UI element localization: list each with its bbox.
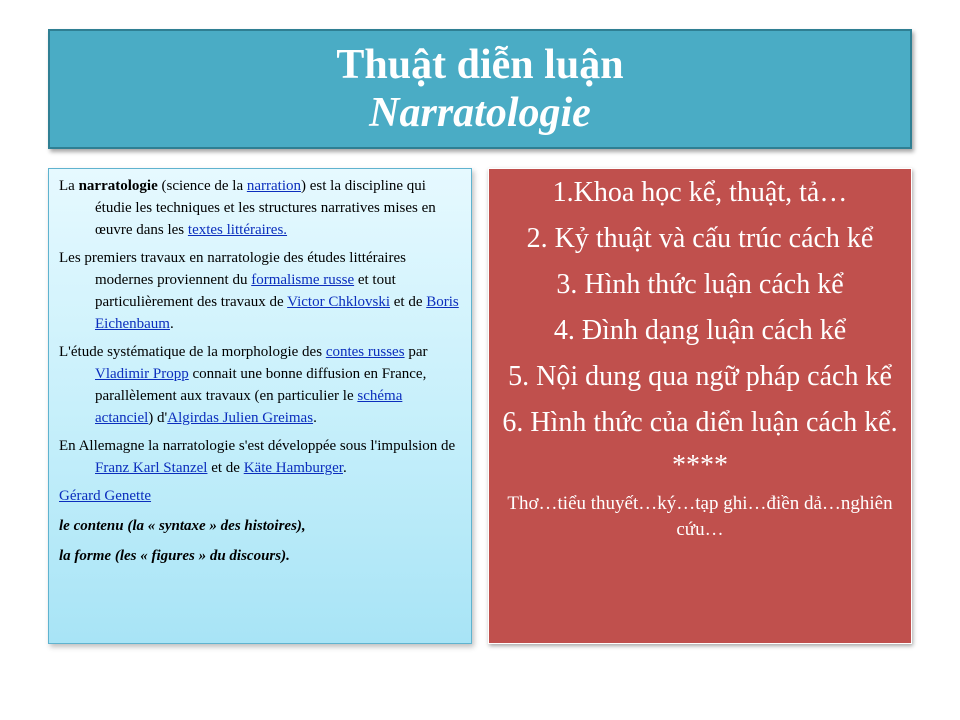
text: .: [313, 410, 317, 426]
text: ) d': [148, 410, 168, 426]
link-schema-actanciel[interactable]: schéma actanciel: [95, 388, 403, 426]
emphasis-content: le contenu (la « syntaxe » des histoires),: [59, 518, 306, 534]
paragraph-morphology: [59, 341, 461, 429]
link-stanzel[interactable]: Franz Karl Stanzel: [95, 460, 208, 476]
link-victor-chklovski[interactable]: Victor Chklovski: [287, 294, 391, 310]
text: (science de la: [157, 178, 247, 194]
text: et de: [207, 460, 244, 476]
topics-panel: [488, 168, 912, 644]
definition-panel: [48, 168, 472, 644]
text: et tout particulièrement des travaux de: [95, 272, 396, 310]
paragraph-definition: [59, 175, 461, 241]
text: connait une bonne diffusion en France, parallèlement aux travaux (en particulier le: [95, 366, 427, 404]
link-formalisme-russe[interactable]: formalisme russe: [251, 272, 355, 288]
link-vladimir-propp[interactable]: Vladimir Propp: [95, 366, 189, 382]
paragraph-origins: [59, 247, 461, 335]
text: .: [169, 316, 174, 332]
topic-item: 6. Hình thức của diển luận cách kể.: [502, 407, 898, 438]
topic-item: 5. Nội dung qua ngữ pháp cách kể: [508, 361, 892, 392]
term-bold: narratologie: [78, 178, 158, 194]
paragraph-germany: [59, 435, 461, 479]
link-greimas[interactable]: Algirdas Julien Greimas: [167, 410, 314, 426]
title-banner: [48, 29, 912, 149]
emphasis-form: la forme (les « figures » du discours).: [59, 548, 290, 564]
link-narration[interactable]: narration: [246, 178, 301, 194]
text: Les premiers travaux en narratologie des études littéraires modernes proviennent du: [59, 250, 406, 288]
topic-item: 2. Kỷ thuật và cấu trúc cách kể: [526, 223, 874, 254]
text: par: [404, 344, 428, 360]
topic-item: 4. Đình dạng luận cách kể: [553, 315, 847, 346]
text: En Allemagne la narratologie s'est développée sous l'impulsion de: [59, 438, 456, 454]
slide-subtitle: Narratologie: [369, 90, 591, 136]
text: ) est la discipline qui étudie les techniques et les structures narratives mises en œuvre dans les: [95, 178, 436, 238]
slide-title: Thuật diễn luận: [336, 42, 624, 88]
stars-separator: ****: [672, 450, 728, 481]
text: La: [59, 178, 79, 194]
link-textes-litteraires[interactable]: textes littéraires.: [187, 222, 288, 238]
link-kate-hamburger[interactable]: Käte Hamburger: [243, 460, 343, 476]
text: .: [342, 460, 347, 476]
topic-item: 1.Khoa học kể, thuật, tả…: [552, 177, 848, 208]
genres-footer: Thơ…tiểu thuyết…ký…tạp ghi…điền dả…nghiên cứu…: [507, 493, 893, 540]
link-contes-russes[interactable]: contes russes: [325, 344, 405, 360]
link-boris-eichenbaum[interactable]: Boris Eichenbaum: [95, 294, 459, 332]
paragraph-genette: [59, 485, 461, 507]
text: L'étude systématique de la morphologie des: [59, 344, 326, 360]
topic-item: 3. Hình thức luận cách kể: [556, 269, 844, 300]
link-gerard-genette[interactable]: Gérard Genette: [59, 488, 152, 504]
text: et de: [390, 294, 427, 310]
